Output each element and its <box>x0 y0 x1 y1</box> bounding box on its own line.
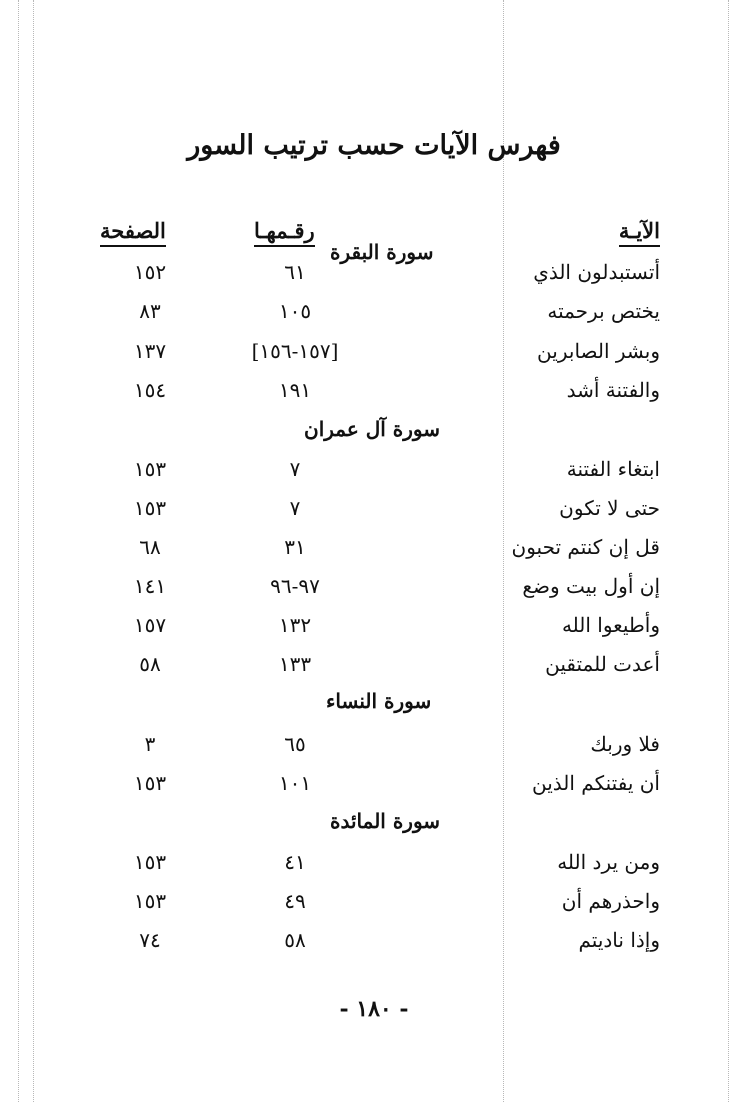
index-row <box>0 491 748 525</box>
page-ref: ١٥٧ <box>133 613 167 637</box>
index-row <box>0 373 748 407</box>
index-row <box>0 766 748 800</box>
aya-number: [١٥٧-١٥٦] <box>251 339 339 363</box>
page-ref: ١٥٣ <box>133 771 167 795</box>
aya-text: حتى لا تكون <box>559 496 660 520</box>
aya-text: والفتنة أشد <box>566 378 660 402</box>
aya-text: أن يفتنكم الذين <box>531 771 660 795</box>
aya-number: ١٠٥ <box>278 299 312 323</box>
aya-text: فلا وربك <box>590 732 660 756</box>
surah-heading-maida: سورة المائدة <box>330 809 441 833</box>
page-ref: ١٥٤ <box>133 378 167 402</box>
page-title: فهرس الآيات حسب ترتيب السور <box>187 130 561 161</box>
header-aya: الآيـة <box>619 218 660 247</box>
index-row <box>0 845 748 879</box>
aya-text: وأطيعوا الله <box>561 613 660 637</box>
aya-number: ٦١ <box>284 260 306 284</box>
index-row <box>0 334 748 368</box>
index-row <box>0 530 748 564</box>
aya-text: يختص برحمته <box>547 299 660 323</box>
aya-number: ١٣٣ <box>278 652 312 676</box>
aya-number: ١٣٢ <box>278 613 312 637</box>
page-ref: ١٥٣ <box>133 457 167 481</box>
aya-text: إن أول بيت وضع <box>522 574 660 598</box>
aya-number: ١٠١ <box>278 771 312 795</box>
surah-heading-nisa: سورة النساء <box>326 689 432 713</box>
aya-text: ومن يرد الله <box>557 850 660 874</box>
index-row <box>0 727 748 761</box>
aya-text: أتستبدلون الذي <box>533 260 660 284</box>
aya-number: ٧ <box>289 496 301 520</box>
page-number: - ١٨٠ - <box>339 996 409 1022</box>
aya-number: ٥٨ <box>284 928 306 952</box>
surah-heading-baqara: سورة البقرة <box>330 240 434 264</box>
surah-heading-imran: سورة آل عمران <box>304 417 441 441</box>
aya-number: ٧ <box>289 457 301 481</box>
page-ref: ١٥٢ <box>133 260 167 284</box>
aya-text: أعدت للمتقين <box>545 652 660 676</box>
aya-number: ٦٥ <box>284 732 306 756</box>
aya-text: قل إن كنتم تحبون <box>511 535 660 559</box>
page-ref: ١٥٣ <box>133 496 167 520</box>
index-row <box>0 255 748 289</box>
header-page: الصفحة <box>100 218 166 247</box>
aya-text: واحذرهم أن <box>561 889 660 913</box>
page-ref: ٦٨ <box>139 535 161 559</box>
page-ref: ٣ <box>144 732 156 756</box>
aya-text: وبشر الصابرين <box>537 339 660 363</box>
index-row <box>0 294 748 328</box>
aya-number: ٤١ <box>284 850 306 874</box>
index-row <box>0 647 748 681</box>
aya-text: وإذا ناديتم <box>578 928 660 952</box>
header-number: رقـمهـا <box>254 218 315 247</box>
aya-number: ٩٧-٩٦ <box>270 574 320 598</box>
page-ref: ١٣٧ <box>133 339 167 363</box>
aya-number: ١٩١ <box>278 378 312 402</box>
page-ref: ٨٣ <box>139 299 161 323</box>
aya-text: ابتغاء الفتنة <box>566 457 660 481</box>
aya-number: ٤٩ <box>284 889 306 913</box>
aya-number: ٣١ <box>284 535 306 559</box>
index-row <box>0 608 748 642</box>
page-ref: ٥٨ <box>139 652 161 676</box>
index-row <box>0 923 748 957</box>
index-row <box>0 452 748 486</box>
page-ref: ١٤١ <box>133 574 167 598</box>
index-row <box>0 569 748 603</box>
page-ref: ١٥٣ <box>133 889 167 913</box>
page-ref: ٧٤ <box>139 928 161 952</box>
page-ref: ١٥٣ <box>133 850 167 874</box>
index-row <box>0 884 748 918</box>
